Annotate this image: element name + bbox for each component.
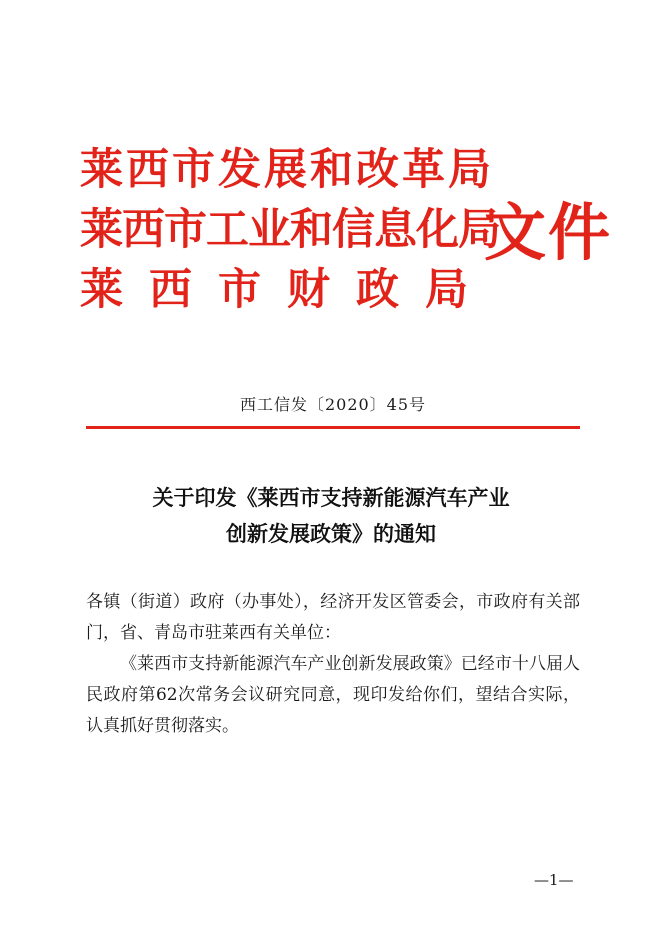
issuer-industry-it-bureau: 莱西市工业和信息化局: [80, 205, 500, 255]
document-type-label: 文件: [484, 196, 613, 269]
notice-title: [60, 480, 602, 552]
issuing-authorities: [80, 140, 500, 320]
main-paragraph: 《莱西市支持新能源汽车产业创新发展政策》已经市十八届人民政府第62次常务会议研究同意，现印发给你们，望结合实际，认真抓好贯彻落实。: [86, 654, 580, 736]
red-divider-line: [86, 426, 580, 429]
notice-title-line-2: 创新发展政策》的通知: [226, 521, 436, 546]
issuer-development-reform-bureau: 莱西市发展和改革局: [80, 145, 494, 195]
notice-body: [86, 587, 580, 742]
issuer-finance-bureau: 莱西市财政局: [80, 265, 494, 315]
page-number: —1—: [534, 871, 574, 889]
recipients-paragraph: 各镇（街道）政府（办事处），经济开发区管委会，市政府有关部门，省、青岛市驻莱西有关单位：: [86, 592, 580, 643]
document-number: 西工信发〔2020〕45号: [239, 395, 427, 414]
notice-title-line-1: 关于印发《莱西市支持新能源汽车产业: [152, 485, 510, 510]
